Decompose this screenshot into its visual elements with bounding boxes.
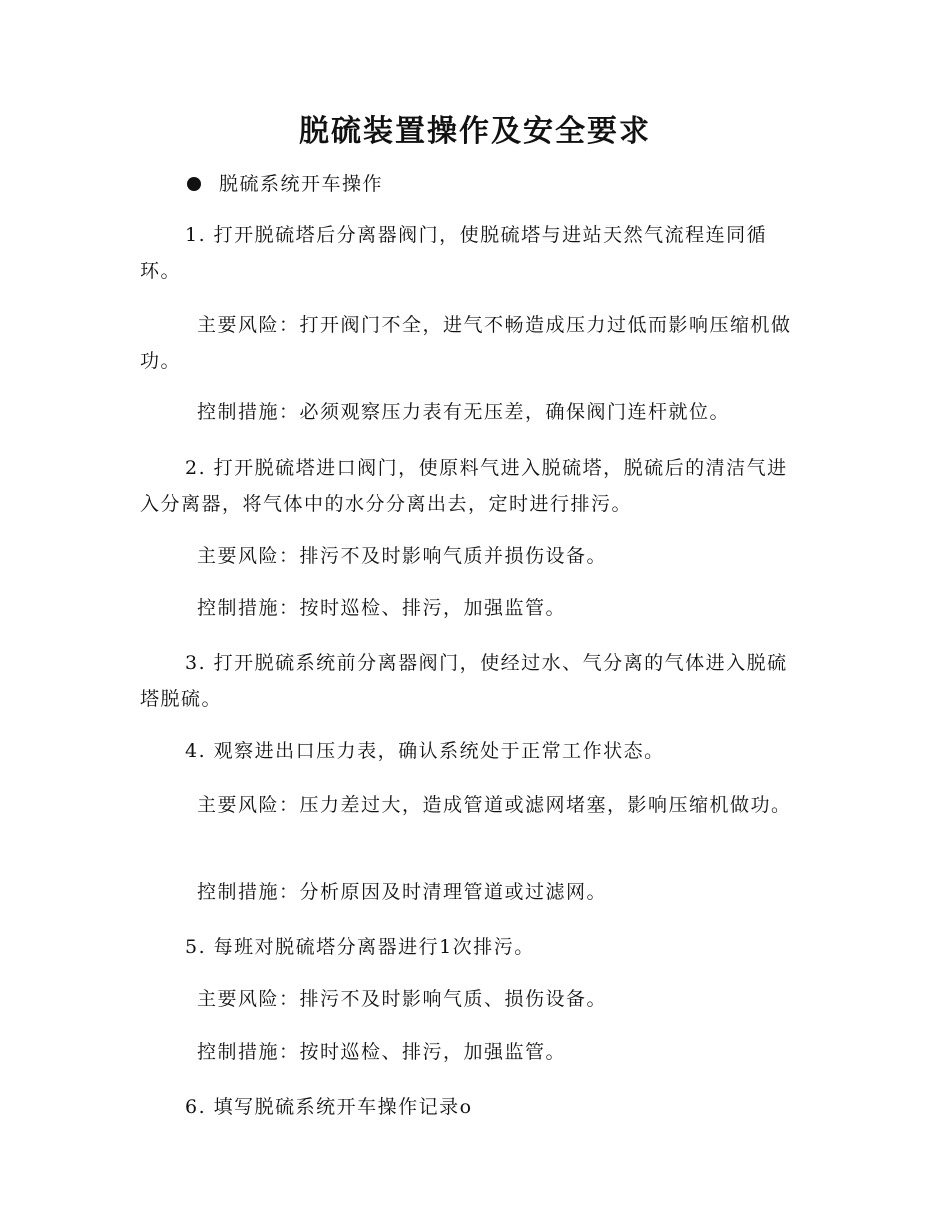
step-1: 1. 打开脱硫塔后分离器阀门，使脱硫塔与进站天然气流程连同循环。: [140, 224, 768, 282]
step-4-risk: 主要风险：压力差过大，造成管道或滤网堵塞，影响压缩机做功。: [197, 794, 792, 816]
bullet-icon: [187, 177, 201, 191]
step-4-control: 控制措施：分析原因及时清理管道或过滤网。: [197, 881, 608, 903]
step-2: 2. 打开脱硫塔进口阀门，使原料气进入脱硫塔，脱硫后的清洁气进入分离器，将气体中的水分分离出去，定时进行排污。: [140, 457, 788, 515]
step-5-control: 控制措施：按时巡检、排污，加强监管。: [197, 1041, 567, 1063]
section-heading: [187, 166, 383, 202]
step-4: 4. 观察进出口压力表，确认系统处于正常工作状态。: [185, 740, 665, 762]
step-5-risk: 主要风险：排污不及时影响气质、损伤设备。: [197, 988, 608, 1010]
step-6: 6. 填写脱硫系统开车操作记录o: [185, 1096, 473, 1118]
step-1-control: 控制措施：必须观察压力表有无压差，确保阀门连杆就位。: [197, 401, 731, 423]
section-heading-text: 脱硫系统开车操作: [219, 173, 384, 195]
step-2-risk: 主要风险：排污不及时影响气质并损伤设备。: [197, 545, 608, 567]
step-2-control: 控制措施：按时巡检、排污，加强监管。: [197, 597, 567, 619]
step-5: 5. 每班对脱硫塔分离器进行1次排污。: [185, 936, 535, 958]
step-1-risk: 主要风险：打开阀门不全，进气不畅造成压力过低而影响压缩机做功。: [140, 314, 792, 372]
page-title: 脱硫装置操作及安全要求: [299, 114, 651, 149]
step-3: 3. 打开脱硫系统前分离器阀门，使经过水、气分离的气体进入脱硫塔脱硫。: [140, 652, 788, 710]
